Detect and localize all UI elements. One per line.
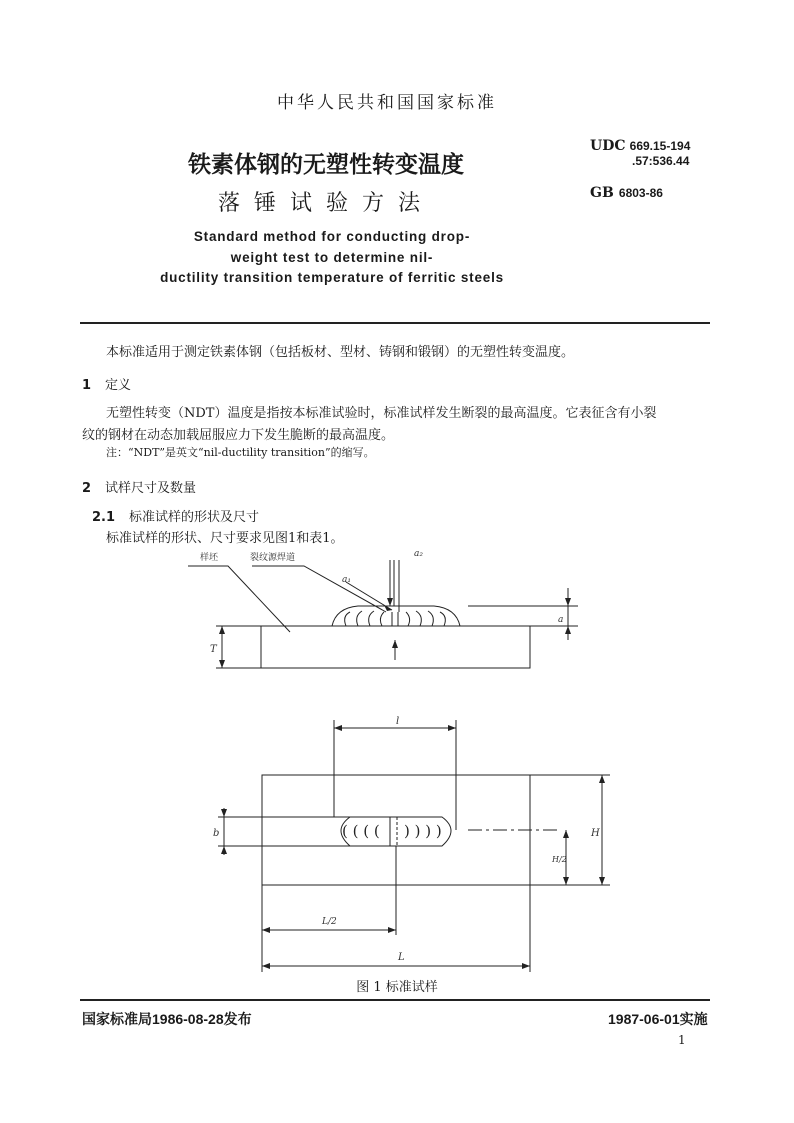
title-cn-line1: 铁素体钢的无塑性转变温度 xyxy=(188,152,464,178)
title-en-line1: Standard method for conducting drop- xyxy=(193,229,471,244)
label-H: H xyxy=(591,828,600,839)
label-specimen: 样坯 xyxy=(200,553,219,563)
weld-bead-side xyxy=(332,606,460,626)
section21-text: 标准试样的形状、尺寸要求见图1和表1。 xyxy=(106,531,344,546)
intro-paragraph: 本标准适用于测定铁素体钢（包括板材、型材、铸钢和锻钢）的无塑性转变温度。 xyxy=(106,345,575,360)
title-cn-line2: 落锤试验方法 xyxy=(217,191,434,216)
section21-number: 2.1 xyxy=(92,510,116,525)
section21-title: 标准试样的形状及尺寸 xyxy=(129,510,260,525)
label-a: a xyxy=(558,615,564,625)
label-L: L xyxy=(398,952,405,963)
section1-title: 定义 xyxy=(105,378,132,393)
section1-note: 注：“NDT”是英文“nil-ductility transition”的缩写。 xyxy=(106,446,375,459)
figure-caption: 图 1 标准试样 xyxy=(356,980,438,995)
issued-date: 国家标准局1986-08-28发布 xyxy=(82,1011,252,1027)
section1-para-line1: 无塑性转变（NDT）温度是指按本标准试验时，标准试样发生断裂的最高温度。它表征含有小裂 xyxy=(106,406,657,421)
label-L-half: L/2 xyxy=(322,917,337,927)
label-T: T xyxy=(210,644,217,655)
page-number: 1 xyxy=(678,1033,686,1047)
label-crack-weld: 裂纹源焊道 xyxy=(250,553,296,563)
section1-para-line2: 纹的钢材在动态加载屈服应力下发生脆断的最高温度。 xyxy=(82,428,395,443)
svg-text:( ( ( (: ( ( ( ( xyxy=(342,822,380,840)
effective-date: 1987-06-01实施 xyxy=(608,1011,708,1027)
section1-number: 1 xyxy=(82,378,92,393)
gb-label: GB xyxy=(590,185,614,201)
gb-value: 6803-86 xyxy=(618,186,663,200)
label-H-half: H/2 xyxy=(552,855,567,864)
section2-number: 2 xyxy=(82,481,92,496)
svg-text:) ) ) ): ) ) ) ) xyxy=(404,822,442,840)
title-en-line3: ductility transition temperature of ferritic steels xyxy=(160,270,504,285)
title-en-line2: weight test to determine nil- xyxy=(230,250,434,265)
label-a1: a₁ xyxy=(342,575,351,585)
label-l: l xyxy=(396,716,400,727)
udc-label: UDC xyxy=(590,138,626,154)
label-a2: a₂ xyxy=(414,549,423,559)
label-b: b xyxy=(213,828,220,839)
footer-divider xyxy=(80,999,710,1001)
national-standard-heading: 中华人民共和国国家标准 xyxy=(277,93,497,113)
udc-value-line2: .57:536.44 xyxy=(632,154,690,168)
udc-value: 669.15-194 xyxy=(629,139,691,153)
section2-title: 试样尺寸及数量 xyxy=(105,481,197,496)
